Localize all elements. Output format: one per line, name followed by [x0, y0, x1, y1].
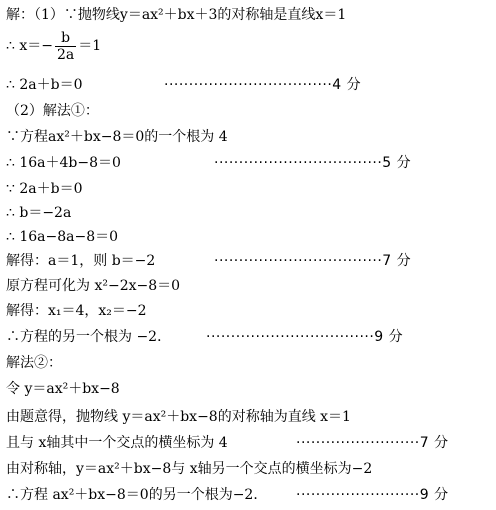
line-11-text: 原方程可化为 x²−2x−8＝0 — [6, 278, 181, 294]
line-3 — [6, 72, 496, 98]
line-2-pre: ∴ x＝− — [6, 38, 53, 54]
line-19-text: ∴方程 ax²＋bx−8＝0的另一个根为−2． — [6, 487, 268, 503]
line-5-text: ∵方程ax²＋bx−8＝0的一个根为 4 — [6, 129, 228, 145]
score-9: ··································9 分 — [206, 329, 404, 345]
line-19 — [6, 482, 496, 508]
line-1-text: 解：（1）∵抛物线y＝ax²＋bx＋3的对称轴是直线x＝1 — [6, 7, 347, 23]
line-18 — [6, 456, 496, 482]
line-15-text: 令 y＝ax²＋bx−8 — [6, 381, 120, 397]
line-12 — [6, 298, 496, 324]
fraction-denominator: 2a — [56, 46, 75, 63]
line-6 — [6, 150, 496, 176]
line-1 — [6, 2, 496, 28]
line-16 — [6, 404, 496, 430]
line-16-text: 由题意得，抛物线 y＝ax²＋bx−8的对称轴为直线 x＝1 — [6, 409, 351, 425]
line-11 — [6, 273, 496, 299]
line-5 — [6, 124, 496, 150]
line-14-text: 解法②： — [6, 355, 62, 371]
line-9 — [6, 224, 496, 250]
line-17-text: 且与 x轴其中一个交点的横坐标为 4 — [6, 435, 228, 451]
fraction-numerator: b — [55, 31, 76, 47]
line-10-text: 解得：a＝1，则 b＝−2 — [6, 253, 156, 269]
line-6-text: ∴ 16a＋4b−8＝0 — [6, 155, 121, 171]
score-9-method-2: ·························9 分 — [296, 487, 449, 503]
score-4: ··································4 分 — [164, 77, 362, 93]
line-4 — [6, 98, 496, 124]
line-12-text: 解得：x₁＝4，x₂＝−2 — [6, 303, 147, 319]
line-9-text: ∴ 16a−8a−8＝0 — [6, 229, 119, 245]
line-2 — [6, 26, 496, 66]
line-14 — [6, 350, 496, 376]
line-8-text: ∴ b＝−2a — [6, 205, 72, 221]
line-3-text: ∴ 2a＋b＝0 — [6, 77, 83, 93]
line-8 — [6, 200, 496, 226]
line-2-post: ＝1 — [78, 38, 102, 54]
score-7-method-2: ·························7 分 — [296, 435, 449, 451]
fraction — [55, 31, 76, 62]
line-4-text: （2）解法①： — [6, 103, 99, 119]
score-5: ··································5 分 — [214, 155, 412, 171]
line-10 — [6, 248, 496, 274]
line-7-text: ∵ 2a＋b＝0 — [6, 181, 83, 197]
line-17 — [6, 430, 496, 456]
line-7 — [6, 176, 496, 202]
score-7: ··································7 分 — [214, 253, 412, 269]
line-13 — [6, 324, 496, 350]
line-13-text: ∴方程的另一个根为 −2． — [6, 329, 172, 345]
line-18-text: 由对称轴，y＝ax²＋bx−8与 x轴另一个交点的横坐标为−2 — [6, 461, 373, 477]
line-15 — [6, 376, 496, 402]
